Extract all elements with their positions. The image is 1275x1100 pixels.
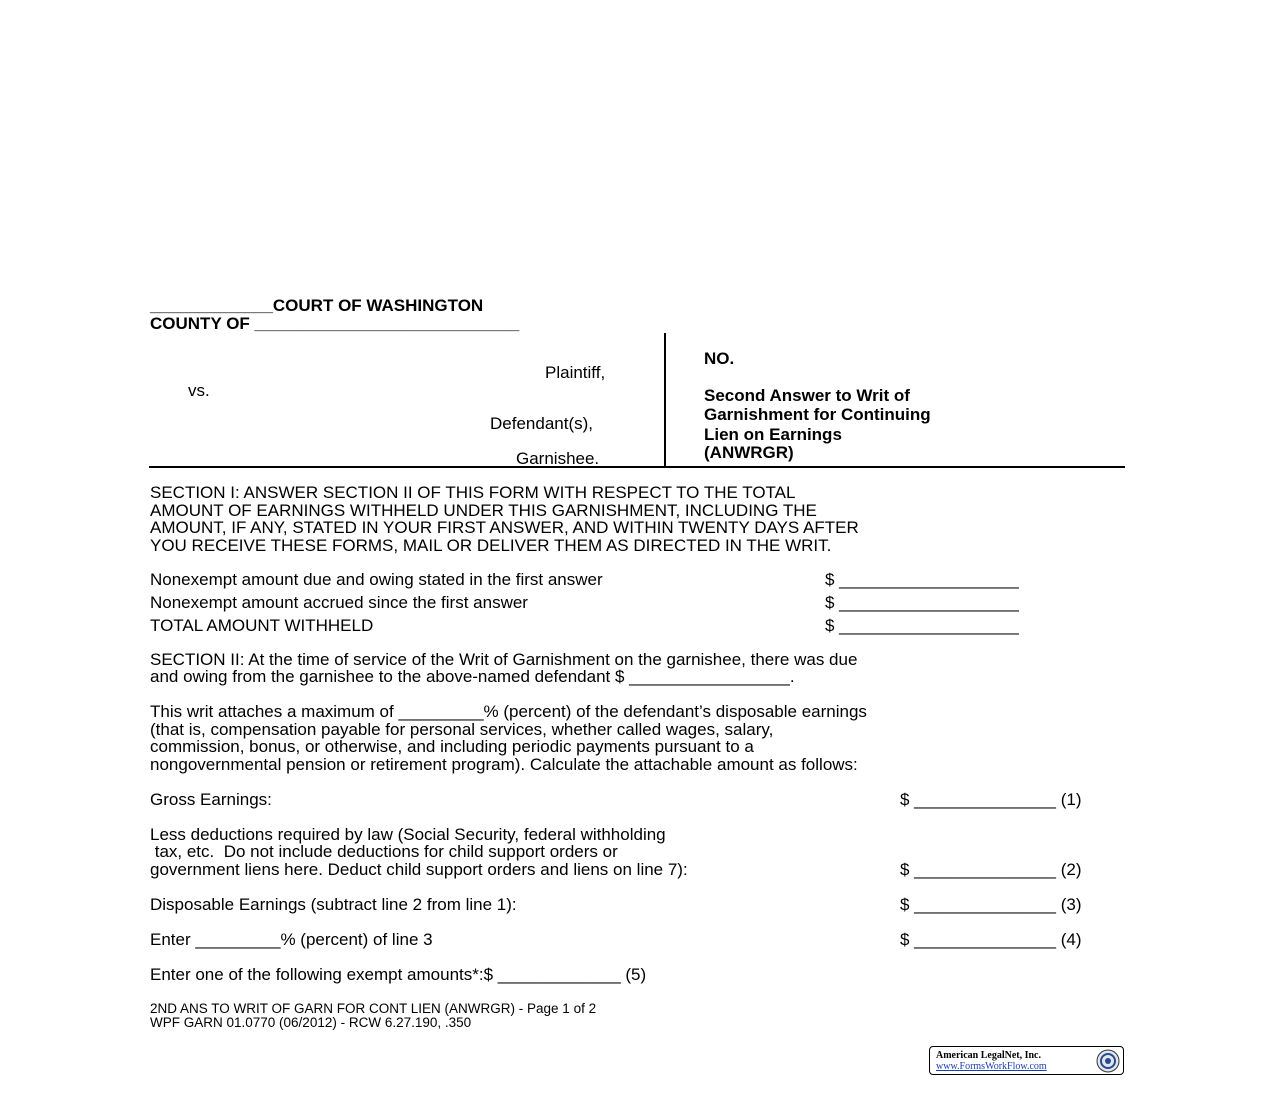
first-answer-amount-label: Nonexempt amount due and owing stated in the first answer: [150, 570, 603, 589]
total-withheld-field[interactable]: $ ___________________: [825, 616, 1019, 635]
logo-seal-icon: [1096, 1049, 1120, 1073]
garnishee-label: Garnishee.: [516, 449, 600, 468]
deductions-line-3: government liens here. Deduct child support orders and liens on line 7):: [150, 860, 688, 879]
section1-line-1: SECTION I: ANSWER SECTION II OF THIS FORM WITH RESPECT TO THE TOTAL: [150, 483, 796, 502]
case-number-label: NO.: [704, 349, 735, 368]
writ-paragraph-line-2: (that is, compensation payable for personal services, whether called wages, salary,: [150, 720, 774, 739]
form-title-line-2: Garnishment for Continuing: [704, 405, 931, 424]
writ-paragraph-line-4: nongovernmental pension or retirement program). Calculate the attachable amount as follows:: [150, 755, 858, 774]
form-title-line-3: Lien on Earnings: [704, 425, 842, 444]
caption-vertical-divider: [664, 333, 666, 467]
percent-of-line3-label[interactable]: Enter _________% (percent) of line 3: [150, 930, 433, 949]
accrued-amount-field[interactable]: $ ___________________: [825, 593, 1019, 612]
writ-paragraph-line-3: commission, bonus, or otherwise, and including periodic payments pursuant to a: [150, 737, 754, 756]
american-legalnet-logo: [929, 1046, 1124, 1075]
first-answer-amount-field[interactable]: $ ___________________: [825, 570, 1019, 589]
accrued-amount-label: Nonexempt amount accrued since the first answer: [150, 593, 528, 612]
logo-company-name: American LegalNet, Inc.: [936, 1050, 1041, 1061]
form-title-code: (ANWRGR): [704, 443, 794, 462]
caption-horizontal-divider: [149, 466, 1125, 468]
deductions-line-1: Less deductions required by law (Social Security, federal withholding: [150, 825, 666, 844]
disposable-earnings-field[interactable]: $ _______________ (3): [900, 895, 1082, 914]
section1-line-4: YOU RECEIVE THESE FORMS, MAIL OR DELIVER THEM AS DIRECTED IN THE WRIT.: [150, 536, 832, 555]
plaintiff-label: Plaintiff,: [545, 363, 606, 382]
defendant-label: Defendant(s),: [490, 414, 593, 433]
section2-line-2[interactable]: and owing from the garnishee to the above-named defendant $ _________________.: [150, 667, 795, 686]
section1-line-2: AMOUNT OF EARNINGS WITHHELD UNDER THIS GARNISHMENT, INCLUDING THE: [150, 501, 817, 520]
deductions-field[interactable]: $ _______________ (2): [900, 860, 1082, 879]
court-line: _____________COURT OF WASHINGTON: [150, 296, 484, 315]
vs-label: vs.: [188, 381, 210, 400]
gross-earnings-label: Gross Earnings:: [150, 790, 272, 809]
gross-earnings-field[interactable]: $ _______________ (1): [900, 790, 1082, 809]
disposable-earnings-label: Disposable Earnings (subtract line 2 from line 1):: [150, 895, 517, 914]
county-line: COUNTY OF ____________________________: [150, 314, 520, 333]
form-title-line-1: Second Answer to Writ of: [704, 386, 910, 405]
writ-paragraph-line-1[interactable]: This writ attaches a maximum of _________% (percent) of the defendant’s disposable earnings: [150, 702, 867, 721]
logo-url-link[interactable]: www.FormsWorkFlow.com: [936, 1061, 1047, 1072]
total-withheld-label: TOTAL AMOUNT WITHHELD: [150, 616, 374, 635]
exempt-amount-line[interactable]: Enter one of the following exempt amounts*:$ _____________ (5): [150, 965, 647, 984]
deductions-line-2: tax, etc. Do not include deductions for child support orders or: [150, 842, 618, 861]
section1-line-3: AMOUNT, IF ANY, STATED IN YOUR FIRST ANSWER, AND WITHIN TWENTY DAYS AFTER: [150, 518, 859, 537]
section2-line-1: SECTION II: At the time of service of the Writ of Garnishment on the garnishee, there was due: [150, 650, 858, 669]
footer-line-1: 2ND ANS TO WRIT OF GARN FOR CONT LIEN (ANWRGR) - Page 1 of 2: [150, 1001, 597, 1016]
footer-line-2: WPF GARN 01.0770 (06/2012) - RCW 6.27.190, .350: [150, 1015, 472, 1030]
percent-of-line3-field[interactable]: $ _______________ (4): [900, 930, 1082, 949]
